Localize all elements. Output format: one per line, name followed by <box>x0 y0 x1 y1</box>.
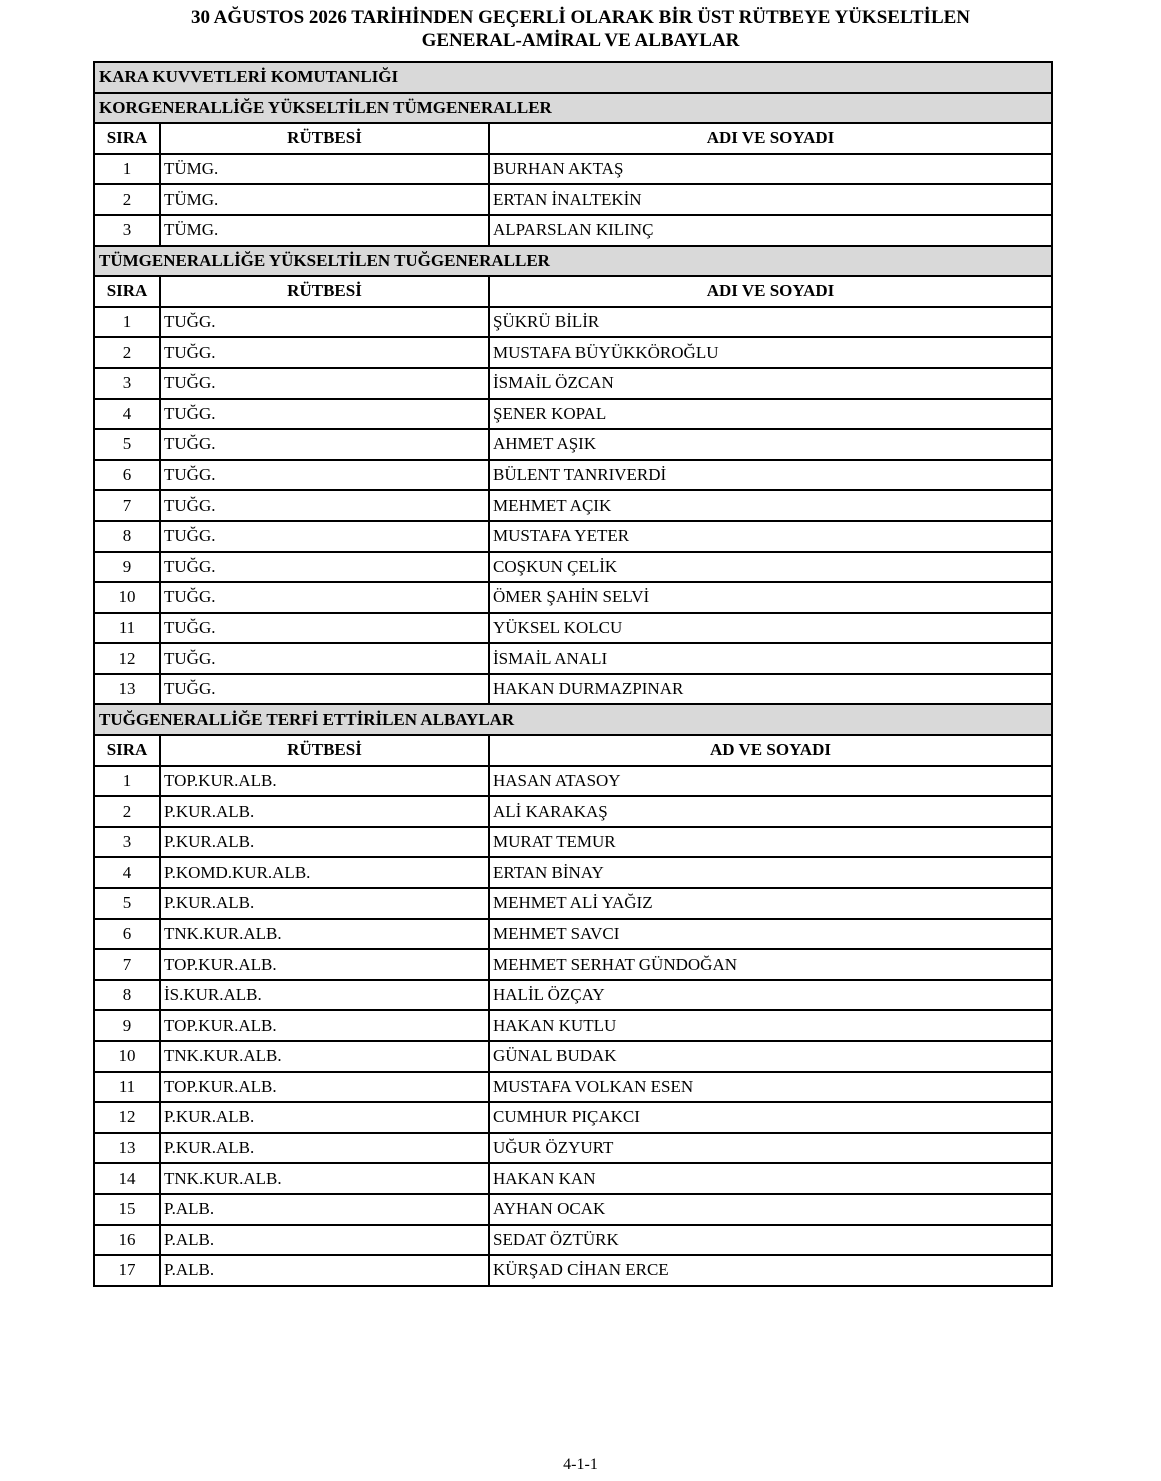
row-rank: TOP.KUR.ALB. <box>160 1010 489 1041</box>
table-row <box>94 368 1052 399</box>
header-sira: SIRA <box>94 123 160 154</box>
promotion-table-body <box>94 62 1052 1286</box>
row-rank: P.KUR.ALB. <box>160 796 489 827</box>
row-number: 1 <box>94 766 160 797</box>
row-name: AYHAN OCAK <box>489 1194 1052 1225</box>
row-number: 1 <box>94 154 160 185</box>
command-title: KARA KUVVETLERİ KOMUTANLIĞI <box>94 62 1052 93</box>
table-row <box>94 674 1052 705</box>
row-number: 9 <box>94 1010 160 1041</box>
table-row <box>94 857 1052 888</box>
row-rank: TOP.KUR.ALB. <box>160 1072 489 1103</box>
row-rank: P.KUR.ALB. <box>160 1133 489 1164</box>
table-row <box>94 980 1052 1011</box>
row-number: 10 <box>94 582 160 613</box>
table-row <box>94 460 1052 491</box>
row-name: ŞENER KOPAL <box>489 399 1052 430</box>
table-row <box>94 1041 1052 1072</box>
header-rank: RÜTBESİ <box>160 735 489 766</box>
table-row <box>94 888 1052 919</box>
row-name: MEHMET ALİ YAĞIZ <box>489 888 1052 919</box>
column-header-row <box>94 276 1052 307</box>
row-rank: P.KUR.ALB. <box>160 1102 489 1133</box>
row-name: MEHMET SERHAT GÜNDOĞAN <box>489 949 1052 980</box>
table-row <box>94 1010 1052 1041</box>
section-header-row <box>94 246 1052 277</box>
table-row <box>94 919 1052 950</box>
header-sira: SIRA <box>94 276 160 307</box>
row-rank: TUĞG. <box>160 307 489 338</box>
row-rank: İS.KUR.ALB. <box>160 980 489 1011</box>
row-rank: P.ALB. <box>160 1225 489 1256</box>
row-rank: TOP.KUR.ALB. <box>160 949 489 980</box>
table-row <box>94 613 1052 644</box>
table-row <box>94 1225 1052 1256</box>
header-rank: RÜTBESİ <box>160 276 489 307</box>
row-rank: TUĞG. <box>160 521 489 552</box>
row-rank: TUĞG. <box>160 582 489 613</box>
row-rank: TUĞG. <box>160 368 489 399</box>
table-row <box>94 1072 1052 1103</box>
row-number: 11 <box>94 613 160 644</box>
table-row <box>94 429 1052 460</box>
header-name: AD VE SOYADI <box>489 735 1052 766</box>
page-number: 4-1-1 <box>563 1456 598 1473</box>
row-name: ALİ KARAKAŞ <box>489 796 1052 827</box>
row-name: MUSTAFA BÜYÜKKÖROĞLU <box>489 337 1052 368</box>
row-number: 5 <box>94 888 160 919</box>
section-title: TÜMGENERALLİĞE YÜKSELTİLEN TUĞGENERALLER <box>94 246 1052 277</box>
table-row <box>94 184 1052 215</box>
table-row <box>94 1255 1052 1286</box>
row-rank: TNK.KUR.ALB. <box>160 1041 489 1072</box>
table-row <box>94 1102 1052 1133</box>
table-row <box>94 796 1052 827</box>
promotion-table <box>93 61 1053 1287</box>
table-row <box>94 766 1052 797</box>
row-rank: TUĞG. <box>160 399 489 430</box>
table-row <box>94 582 1052 613</box>
row-number: 2 <box>94 184 160 215</box>
row-name: COŞKUN ÇELİK <box>489 552 1052 583</box>
row-rank: P.ALB. <box>160 1194 489 1225</box>
row-rank: TNK.KUR.ALB. <box>160 1163 489 1194</box>
table-row <box>94 552 1052 583</box>
row-rank: TÜMG. <box>160 154 489 185</box>
table-row <box>94 949 1052 980</box>
row-name: MUSTAFA VOLKAN ESEN <box>489 1072 1052 1103</box>
row-name: SEDAT ÖZTÜRK <box>489 1225 1052 1256</box>
row-rank: TUĞG. <box>160 643 489 674</box>
row-name: AHMET AŞIK <box>489 429 1052 460</box>
row-name: MEHMET AÇIK <box>489 490 1052 521</box>
row-rank: TUĞG. <box>160 613 489 644</box>
row-rank: TUĞG. <box>160 552 489 583</box>
header-rank: RÜTBESİ <box>160 123 489 154</box>
header-name: ADI VE SOYADI <box>489 123 1052 154</box>
table-row <box>94 1194 1052 1225</box>
row-number: 13 <box>94 1133 160 1164</box>
row-number: 15 <box>94 1194 160 1225</box>
row-name: İSMAİL ÖZCAN <box>489 368 1052 399</box>
row-number: 2 <box>94 796 160 827</box>
row-number: 11 <box>94 1072 160 1103</box>
row-name: HAKAN DURMAZPINAR <box>489 674 1052 705</box>
table-row <box>94 154 1052 185</box>
table-row <box>94 490 1052 521</box>
row-name: BÜLENT TANRIVERDİ <box>489 460 1052 491</box>
table-row <box>94 827 1052 858</box>
row-number: 7 <box>94 490 160 521</box>
document-title <box>0 6 1161 52</box>
row-number: 3 <box>94 827 160 858</box>
title-line-2: GENERAL-AMİRAL VE ALBAYLAR <box>421 30 740 51</box>
row-rank: TUĞG. <box>160 674 489 705</box>
row-rank: TUĞG. <box>160 429 489 460</box>
row-rank: TNK.KUR.ALB. <box>160 919 489 950</box>
column-header-row <box>94 123 1052 154</box>
section-header-row <box>94 704 1052 735</box>
section-title: KORGENERALLİĞE YÜKSELTİLEN TÜMGENERALLER <box>94 93 1052 124</box>
header-name: ADI VE SOYADI <box>489 276 1052 307</box>
row-name: HASAN ATASOY <box>489 766 1052 797</box>
row-name: BURHAN AKTAŞ <box>489 154 1052 185</box>
row-rank: P.KUR.ALB. <box>160 888 489 919</box>
row-name: MURAT TEMUR <box>489 827 1052 858</box>
row-number: 9 <box>94 552 160 583</box>
row-name: MUSTAFA YETER <box>489 521 1052 552</box>
row-number: 16 <box>94 1225 160 1256</box>
row-name: ERTAN BİNAY <box>489 857 1052 888</box>
row-number: 2 <box>94 337 160 368</box>
row-number: 3 <box>94 368 160 399</box>
row-rank: P.KOMD.KUR.ALB. <box>160 857 489 888</box>
row-rank: P.KUR.ALB. <box>160 827 489 858</box>
command-row <box>94 62 1052 93</box>
title-line-1: 30 AĞUSTOS 2026 TARİHİNDEN GEÇERLİ OLARAK BİR ÜST RÜTBEYE YÜKSELTİLEN <box>190 7 971 28</box>
row-number: 7 <box>94 949 160 980</box>
row-name: KÜRŞAD CİHAN ERCE <box>489 1255 1052 1286</box>
row-name: GÜNAL BUDAK <box>489 1041 1052 1072</box>
row-number: 17 <box>94 1255 160 1286</box>
row-name: HAKAN KUTLU <box>489 1010 1052 1041</box>
table-row <box>94 521 1052 552</box>
row-name: İSMAİL ANALI <box>489 643 1052 674</box>
row-rank: TÜMG. <box>160 215 489 246</box>
table-row <box>94 399 1052 430</box>
table-row <box>94 307 1052 338</box>
row-number: 12 <box>94 1102 160 1133</box>
row-number: 4 <box>94 399 160 430</box>
table-row <box>94 643 1052 674</box>
row-number: 6 <box>94 460 160 491</box>
row-rank: TOP.KUR.ALB. <box>160 766 489 797</box>
header-sira: SIRA <box>94 735 160 766</box>
row-name: UĞUR ÖZYURT <box>489 1133 1052 1164</box>
row-number: 5 <box>94 429 160 460</box>
row-rank: TUĞG. <box>160 490 489 521</box>
row-number: 12 <box>94 643 160 674</box>
row-rank: TUĞG. <box>160 460 489 491</box>
row-name: ŞÜKRÜ BİLİR <box>489 307 1052 338</box>
row-name: MEHMET SAVCI <box>489 919 1052 950</box>
row-name: ALPARSLAN KILINÇ <box>489 215 1052 246</box>
column-header-row <box>94 735 1052 766</box>
section-header-row <box>94 93 1052 124</box>
row-name: CUMHUR PIÇAKCI <box>489 1102 1052 1133</box>
row-number: 14 <box>94 1163 160 1194</box>
row-name: HAKAN KAN <box>489 1163 1052 1194</box>
row-number: 4 <box>94 857 160 888</box>
row-name: HALİL ÖZÇAY <box>489 980 1052 1011</box>
row-rank: TUĞG. <box>160 337 489 368</box>
row-name: ERTAN İNALTEKİN <box>489 184 1052 215</box>
row-number: 13 <box>94 674 160 705</box>
row-rank: P.ALB. <box>160 1255 489 1286</box>
row-rank: TÜMG. <box>160 184 489 215</box>
row-number: 1 <box>94 307 160 338</box>
row-number: 6 <box>94 919 160 950</box>
table-row <box>94 337 1052 368</box>
row-number: 10 <box>94 1041 160 1072</box>
row-number: 8 <box>94 521 160 552</box>
row-number: 3 <box>94 215 160 246</box>
table-row <box>94 215 1052 246</box>
row-number: 8 <box>94 980 160 1011</box>
section-title: TUĞGENERALLİĞE TERFİ ETTİRİLEN ALBAYLAR <box>94 704 1052 735</box>
table-row <box>94 1163 1052 1194</box>
table-row <box>94 1133 1052 1164</box>
row-name: YÜKSEL KOLCU <box>489 613 1052 644</box>
row-name: ÖMER ŞAHİN SELVİ <box>489 582 1052 613</box>
